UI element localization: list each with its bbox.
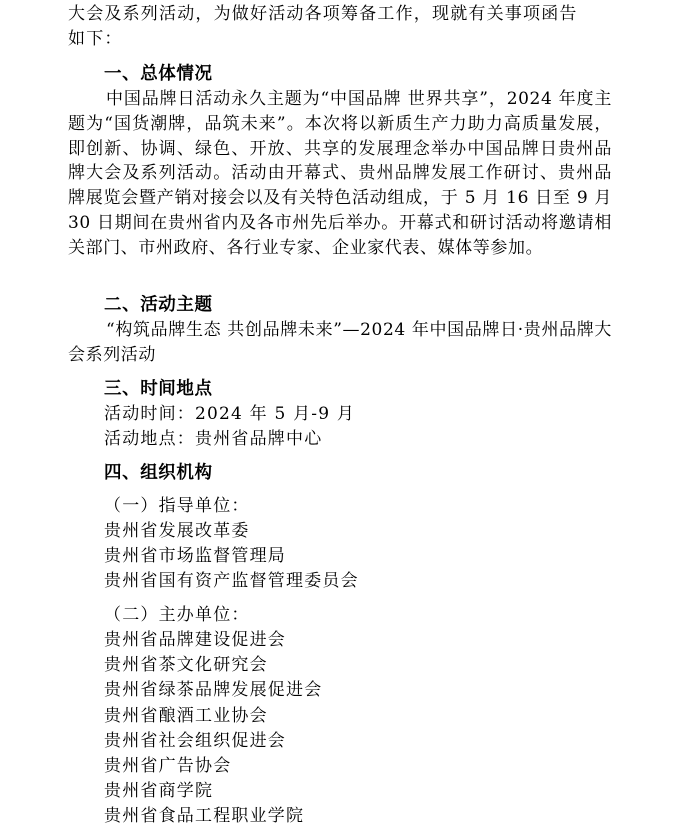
guiding-units-list — [104, 519, 359, 595]
hosting-unit: 贵州省酿酒工业协会 — [104, 705, 268, 726]
guiding-unit: 贵州省市场监督管理局 — [104, 546, 286, 567]
hosting-unit: 贵州省食品工程职业学院 — [104, 806, 305, 827]
section-2-heading: 二、活动主题 — [104, 295, 213, 315]
section-4-heading: 四、组织机构 — [104, 463, 213, 483]
activity-place: 活动地点：贵州省品牌中心 — [104, 429, 323, 449]
hosting-unit: 贵州省茶文化研究会 — [104, 655, 268, 676]
hosting-unit: 贵州省广告协会 — [104, 756, 232, 777]
hosting-unit: 贵州省绿茶品牌发展促进会 — [104, 680, 323, 701]
guiding-unit: 贵州省国有资产监督管理委员会 — [104, 571, 359, 592]
guiding-unit: 贵州省发展改革委 — [104, 521, 250, 541]
hosting-unit: 贵州省商学院 — [104, 781, 214, 802]
section-3-heading: 三、时间地点 — [104, 379, 213, 399]
hosting-units-label: （二）主办单位： — [104, 605, 250, 625]
hosting-units-list — [104, 628, 322, 830]
intro-line-2: 如下： — [68, 29, 123, 49]
section-2-paragraph: “构筑品牌生态 共创品牌未来”—2024 年中国品牌日·贵州品牌大会系列活动 — [68, 320, 612, 365]
intro-line-1: 大会及系列活动，为做好活动各项筹备工作，现就有关事项函告 — [68, 4, 578, 24]
hosting-unit: 贵州省社会组织促进会 — [104, 730, 286, 751]
hosting-unit: 贵州省品牌建设促进会 — [104, 630, 286, 650]
section-1-paragraph: 中国品牌日活动永久主题为“中国品牌 世界共享”，2024 年度主题为“国货潮牌，品筑未来”。本次将以新质生产力助力高质量发展，即创新、协调、绿色、开放、共享的发展理念举办中国品牌日贵州品牌大会及系列活动。活动由开幕式、贵州品牌发展工作研讨、贵州品牌展览会暨产销对接会以及有关特色活动组成，于 5 月 16 日至 9 月 30 日期间在贵州省内及各市州先后举办。开幕式和研讨活动将邀请相关部门、市州政府、各行业专家、企业家代表、媒体等参加。 — [68, 89, 612, 258]
section-1-heading: 一、总体情况 — [104, 64, 213, 84]
guiding-units-label: （一）指导单位： — [104, 496, 250, 516]
activity-time: 活动时间：2024 年 5 月-9 月 — [104, 404, 356, 424]
